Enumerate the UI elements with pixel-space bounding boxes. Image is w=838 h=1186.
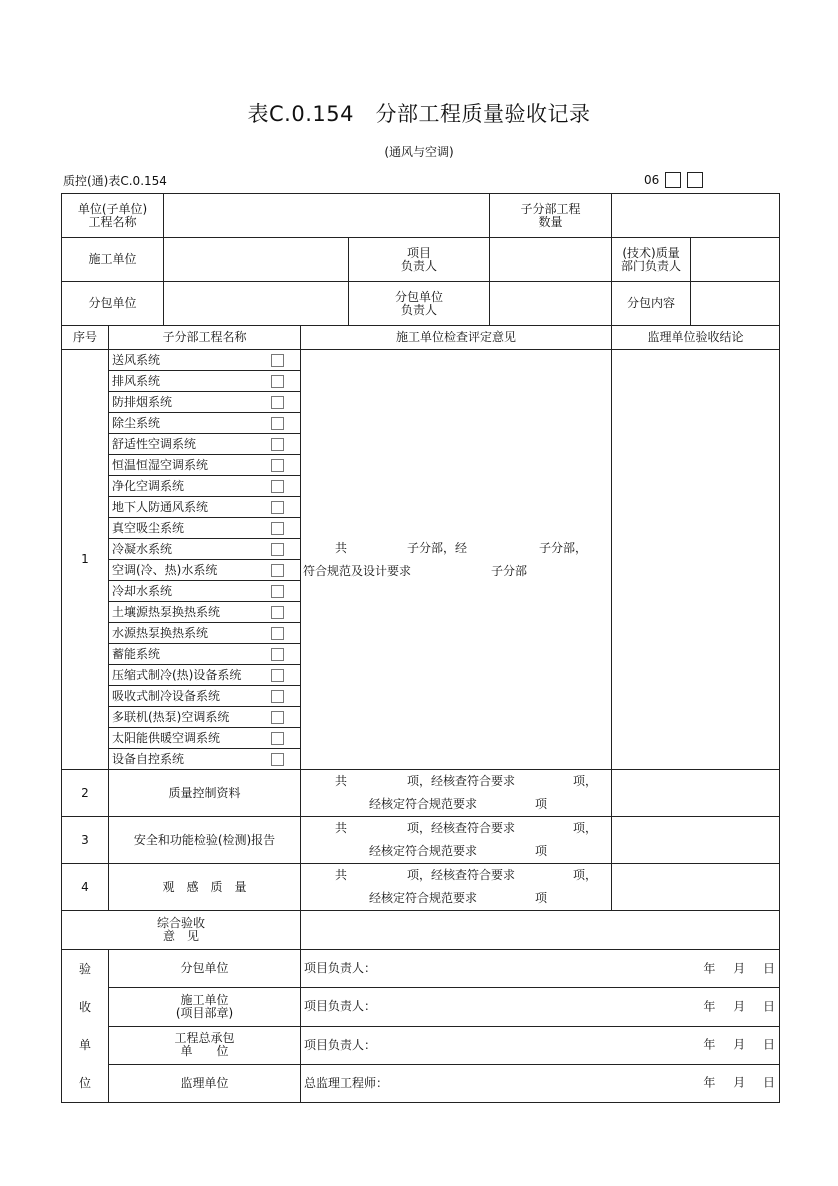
signer-label: 项目负责人： [304,1037,377,1052]
text: 项， [573,774,598,788]
system-label: 净化空调系统 [112,478,185,493]
checkbox[interactable] [271,459,284,472]
system-item [109,350,301,371]
sub-count-label [490,194,612,238]
checkbox[interactable] [271,585,284,598]
text: 负责人 [401,302,438,317]
system-item [109,476,301,497]
table-row [62,350,780,371]
row-no: 2 [62,770,109,817]
subcontractor-label: 分包单位 [62,282,164,326]
acceptance-unit [109,988,301,1026]
row-opinion[interactable] [301,864,612,911]
row-no: 4 [62,864,109,911]
system-item [109,623,301,644]
text: 单位(子单位) [77,201,148,216]
row-no: 3 [62,817,109,864]
system-label: 蓄能系统 [112,646,161,661]
signature-field[interactable] [301,950,780,988]
signature-field[interactable] [301,1064,780,1102]
system-item [109,539,301,560]
system-label: 地下人防通风系统 [112,499,209,514]
date-label: 年 月 日 [703,961,776,976]
item1-conclusion[interactable] [612,350,780,770]
system-item [109,434,301,455]
system-label: 压缩式制冷(热)设备系统 [112,667,242,682]
text: 子分部，经 [407,540,468,555]
text: 验 [78,962,91,976]
item1-opinion[interactable] [301,350,612,770]
summary-field[interactable] [301,911,780,950]
row-conclusion[interactable] [612,864,780,911]
row-conclusion[interactable] [612,770,780,817]
text: 子分部 [491,563,528,578]
text: 子分部， [539,540,588,555]
contractor-field[interactable] [164,238,349,282]
checkbox[interactable] [271,627,284,640]
acceptance-row [62,988,780,1026]
col-conclusion: 监理单位验收结论 [612,326,780,350]
system-item [109,644,301,665]
system-item [109,728,301,749]
signature-field[interactable] [301,1026,780,1064]
system-label: 恒温恒湿空调系统 [112,457,209,472]
text: 共 [335,868,348,882]
col-opinion: 施工单位检查评定意见 [301,326,612,350]
text: 项 [535,891,548,905]
text: 项目 [407,245,432,260]
sub-content-field[interactable] [691,282,780,326]
unit-name-label [62,194,164,238]
checkbox[interactable] [271,522,284,535]
system-item [109,581,301,602]
system-label: 冷却水系统 [112,583,173,598]
system-label: 吸收式制冷设备系统 [112,688,221,703]
text: 综合验收 [156,916,205,930]
text: 经核定符合规范要求 [369,844,478,858]
sub-content-label: 分包内容 [612,282,691,326]
text: 项，经核查符合要求 [407,821,516,835]
text: 工程名称 [88,214,137,229]
text: 部门负责人 [621,258,682,273]
system-item [109,749,301,770]
system-label: 排风系统 [112,373,161,388]
system-label: 太阳能供暖空调系统 [112,730,221,745]
sub-lead-label [349,282,490,326]
text: 项， [573,868,598,882]
row-conclusion[interactable] [612,817,780,864]
system-label: 土壤源热泵换热系统 [112,604,221,619]
checkbox[interactable] [271,732,284,745]
checkbox[interactable] [271,375,284,388]
system-item [109,602,301,623]
system-label: 设备自控系统 [112,751,185,766]
text: 监理单位 [180,1075,229,1090]
checkbox[interactable] [271,417,284,430]
text: 经核定符合规范要求 [369,891,478,905]
system-item [109,707,301,728]
system-label: 除尘系统 [112,415,161,430]
checkbox[interactable] [271,711,284,724]
system-label: 空调(冷、热)水系统 [112,562,218,577]
system-item [109,371,301,392]
checkbox[interactable] [271,606,284,619]
acceptance-row [62,950,780,988]
system-label: 防排烟系统 [112,394,173,409]
checkbox[interactable] [271,438,284,451]
row-opinion[interactable] [301,817,612,864]
text: (项目部章) [175,1005,234,1020]
row-name: 安全和功能检验(检测)报告 [109,817,301,864]
text: 项， [573,821,598,835]
checkbox[interactable] [271,648,284,661]
number-prefix: 06 [644,173,660,187]
subcontractor-field[interactable] [164,282,349,326]
text: 共 [335,774,348,788]
acceptance-row [62,1064,780,1102]
date-label: 年 月 日 [703,1037,776,1052]
text: 共 [335,821,348,835]
text: 单 位 [180,1044,229,1059]
text: 位 [78,1076,91,1090]
text: 意 见 [162,929,199,943]
system-item [109,560,301,581]
checkbox[interactable] [271,669,284,682]
acceptance-unit [109,1064,301,1102]
contractor-label: 施工单位 [62,238,164,282]
text: 项，经核查符合要求 [407,774,516,788]
text: 数量 [538,214,563,229]
text: (技术)质量 [622,245,680,260]
unit-name-field[interactable] [164,194,490,238]
text: 项，经核查符合要求 [407,868,516,882]
signer-label: 项目负责人： [304,961,377,976]
system-item [109,497,301,518]
checkbox[interactable] [271,396,284,409]
table-row [62,817,780,864]
text: 施工单位 [180,992,229,1007]
table-row [62,864,780,911]
form-number [644,172,703,188]
text: 工程总承包 [174,1031,235,1046]
text: 分包单位 [395,289,444,304]
system-item [109,686,301,707]
signer-label: 项目负责人： [304,999,377,1014]
row-opinion[interactable] [301,770,612,817]
system-label: 真空吸尘系统 [112,520,185,535]
checkbox[interactable] [271,564,284,577]
text: 项 [535,844,548,858]
system-item [109,518,301,539]
system-label: 水源热泵换热系统 [112,625,209,640]
date-label: 年 月 日 [703,1075,776,1090]
col-name: 子分部工程名称 [109,326,301,350]
system-label: 冷凝水系统 [112,541,173,556]
acceptance-unit [109,1026,301,1064]
item-no: 1 [62,350,109,770]
number-box[interactable] [687,172,703,188]
sub-count-field[interactable] [612,194,780,238]
text: 收 [78,1000,91,1014]
quality-lead-field[interactable] [691,238,780,282]
acceptance-label [62,950,109,1103]
table-row [62,770,780,817]
checkbox[interactable] [271,543,284,556]
system-label: 舒适性空调系统 [112,436,197,451]
number-box[interactable] [665,172,681,188]
page-title: 表C.0.154 分部工程质量验收记录 [247,102,591,126]
text: 符合规范及设计要求 [303,563,412,578]
text: 共 [335,540,348,555]
system-item [109,413,301,434]
system-item [109,392,301,413]
system-label: 送风系统 [112,352,161,367]
system-item [109,665,301,686]
project-lead-label [349,238,490,282]
checkbox[interactable] [271,354,284,367]
checkbox[interactable] [271,480,284,493]
quality-lead-label [612,238,691,282]
row-name: 质量控制资料 [109,770,301,817]
subtitle: (通风与空调) [384,145,454,159]
acceptance-row [62,1026,780,1064]
summary-label [62,911,301,950]
text: 单 [78,1038,91,1052]
form-code: 质控(通)表C.0.154 [63,174,167,188]
text: 分包单位 [180,961,229,976]
signer-label: 总监理工程师： [304,1075,389,1090]
signature-field[interactable] [301,988,780,1026]
text: 子分部工程 [520,201,581,216]
record-table [61,193,780,1103]
text: 经核定符合规范要求 [369,797,478,811]
checkbox[interactable] [271,753,284,766]
acceptance-unit [109,950,301,988]
text: 项 [535,797,548,811]
system-label: 多联机(热泵)空调系统 [112,709,230,724]
checkbox[interactable] [271,501,284,514]
system-item [109,455,301,476]
row-name: 观 感 质 量 [109,864,301,911]
project-lead-field[interactable] [490,238,612,282]
text: 负责人 [401,258,438,273]
date-label: 年 月 日 [703,999,776,1014]
col-no: 序号 [62,326,109,350]
sub-lead-field[interactable] [490,282,612,326]
checkbox[interactable] [271,690,284,703]
